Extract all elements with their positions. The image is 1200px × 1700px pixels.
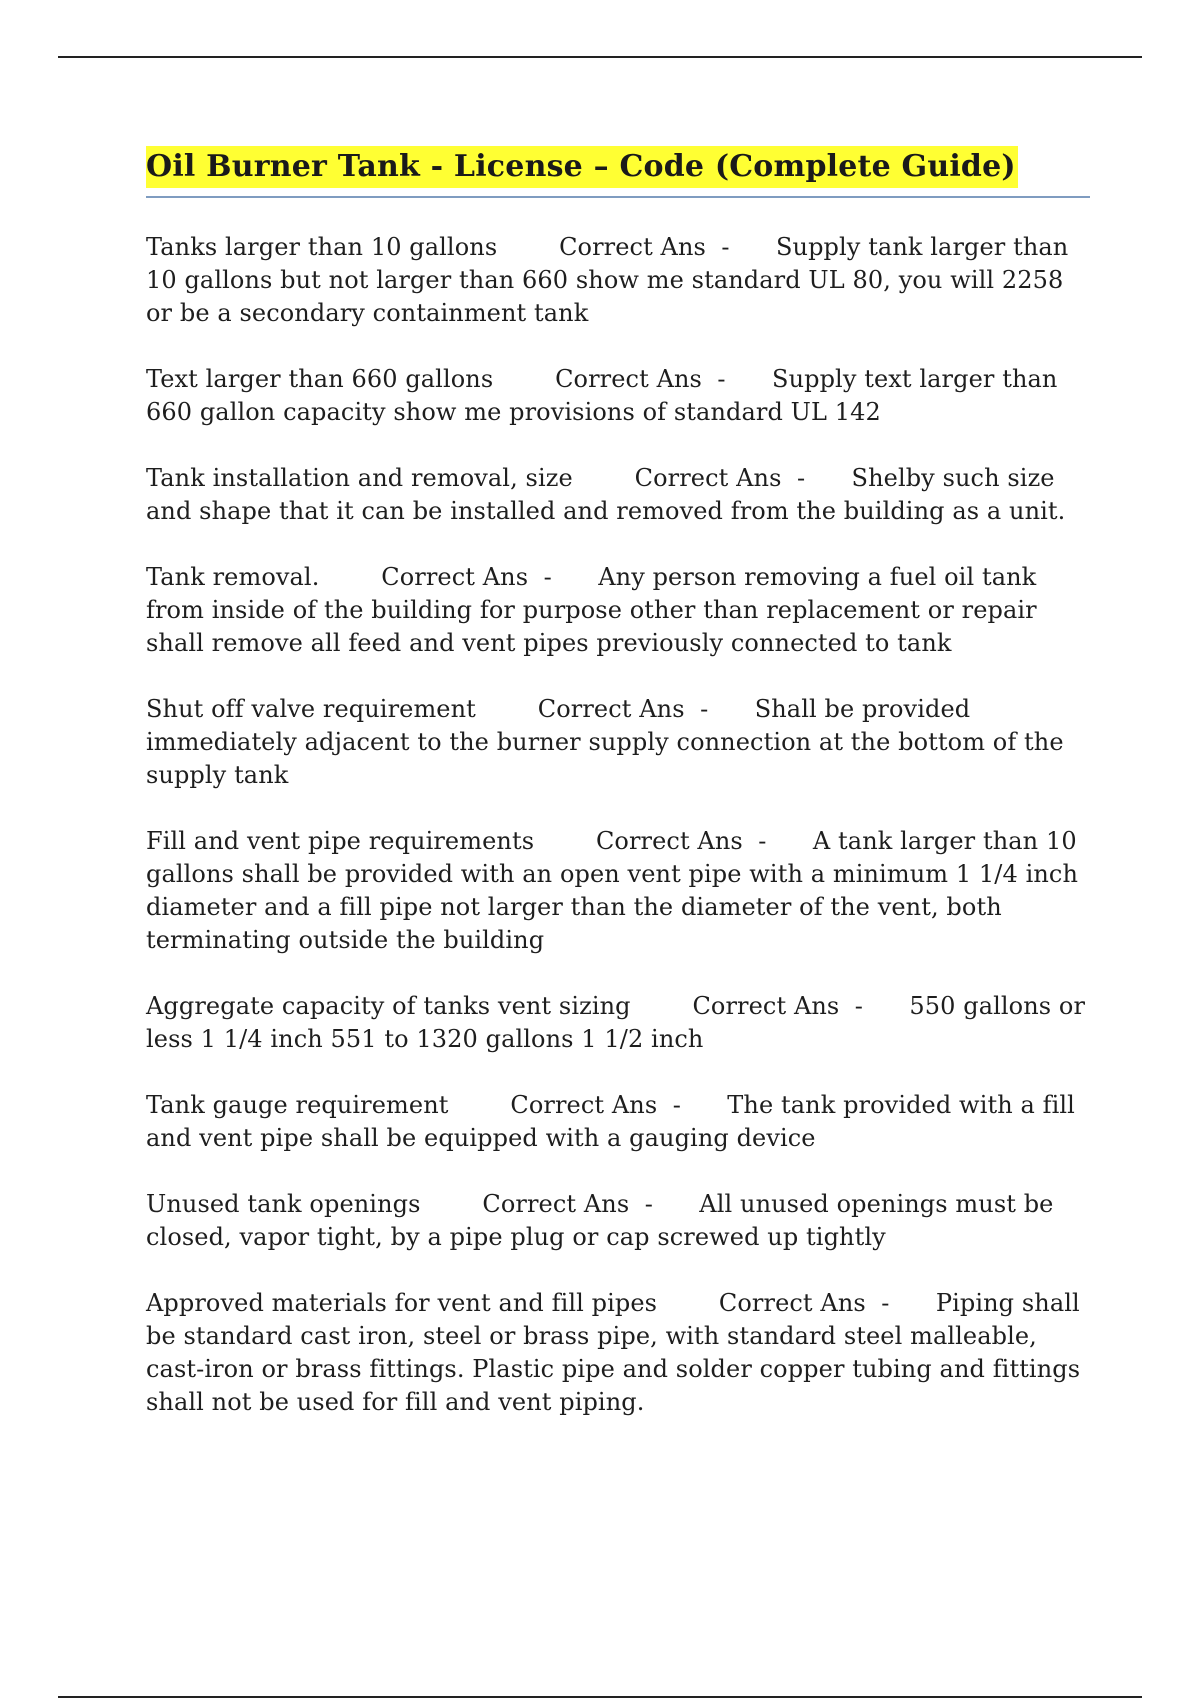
question-text: Shut off valve requirement [146, 695, 476, 723]
qa-item [146, 1287, 1090, 1419]
answer-separator: Correct Ans - [630, 992, 910, 1020]
answer-separator: Correct Ans - [493, 365, 773, 393]
qa-item [146, 462, 1090, 528]
qa-item [146, 825, 1090, 957]
qa-item [146, 990, 1090, 1056]
question-text: Tank gauge requirement [146, 1091, 449, 1119]
question-text: Tank installation and removal, size [146, 464, 573, 492]
answer-text: All unused openings must be closed, vapor tight, by a pipe plug or cap screwed up tightly [146, 1190, 1054, 1251]
answer-text: Shelby such size and shape that it can be installed and removed from the building as a unit. [146, 464, 1066, 525]
qa-item [146, 561, 1090, 660]
qa-item [146, 231, 1090, 330]
answer-separator: Correct Ans - [319, 563, 599, 591]
answer-text: Any person removing a fuel oil tank from inside of the building for purpose other than replacement or repair shall remove all feed and vent pipes previously connected to tank [146, 563, 1037, 657]
answer-separator: Correct Ans - [572, 464, 852, 492]
answer-separator: Correct Ans - [534, 827, 813, 855]
question-text: Aggregate capacity of tanks vent sizing [146, 992, 631, 1020]
answer-separator: Correct Ans - [475, 695, 755, 723]
answer-text: A tank larger than 10 gallons shall be provided with an open vent pipe with a minimum 1 1/4 inch diameter and a fill pipe not larger than the diameter of the vent, both terminating outside the building [146, 827, 1079, 954]
answer-separator: Correct Ans - [448, 1091, 728, 1119]
answer-text: Supply text larger than 660 gallon capacity show me provisions of standard UL 142 [146, 365, 1058, 426]
question-text: Text larger than 660 gallons [146, 365, 494, 393]
answer-text: Supply tank larger than 10 gallons but not larger than 660 show me standard UL 80, you will 2258 or be a secondary containment tank [146, 233, 1069, 327]
question-text: Fill and vent pipe requirements [146, 827, 535, 855]
question-text: Approved materials for vent and fill pipes [146, 1289, 658, 1317]
question-text: Tanks larger than 10 gallons [146, 233, 498, 261]
page-title: Oil Burner Tank - License – Code (Complete Guide) [146, 146, 1018, 188]
answer-separator: Correct Ans - [657, 1289, 936, 1317]
title-block [146, 146, 1090, 198]
top-rule [58, 56, 1142, 58]
answer-separator: Correct Ans - [420, 1190, 700, 1218]
bottom-rule [58, 1696, 1142, 1698]
question-text: Unused tank openings [146, 1190, 421, 1218]
answer-separator: Correct Ans - [497, 233, 776, 261]
answer-text: Piping shall be standard cast iron, steel or brass pipe, with standard steel malleable, cast-iron or brass fittings. Plastic pipe and solder copper tubing and fittings shall not be used for fill and vent piping. [146, 1289, 1081, 1416]
answer-text: The tank provided with a fill and vent pipe shall be equipped with a gauging device [146, 1091, 1075, 1152]
document-body [146, 146, 1090, 1452]
qa-item [146, 693, 1090, 792]
qa-item [146, 1188, 1090, 1254]
qa-item [146, 1089, 1090, 1155]
answer-text: Shall be provided immediately adjacent to the burner supply connection at the bottom of the supply tank [146, 695, 1064, 789]
qa-item [146, 363, 1090, 429]
question-text: Tank removal. [146, 563, 320, 591]
answer-text: 550 gallons or less 1 1/4 inch 551 to 1320 gallons 1 1/2 inch [146, 992, 1086, 1053]
